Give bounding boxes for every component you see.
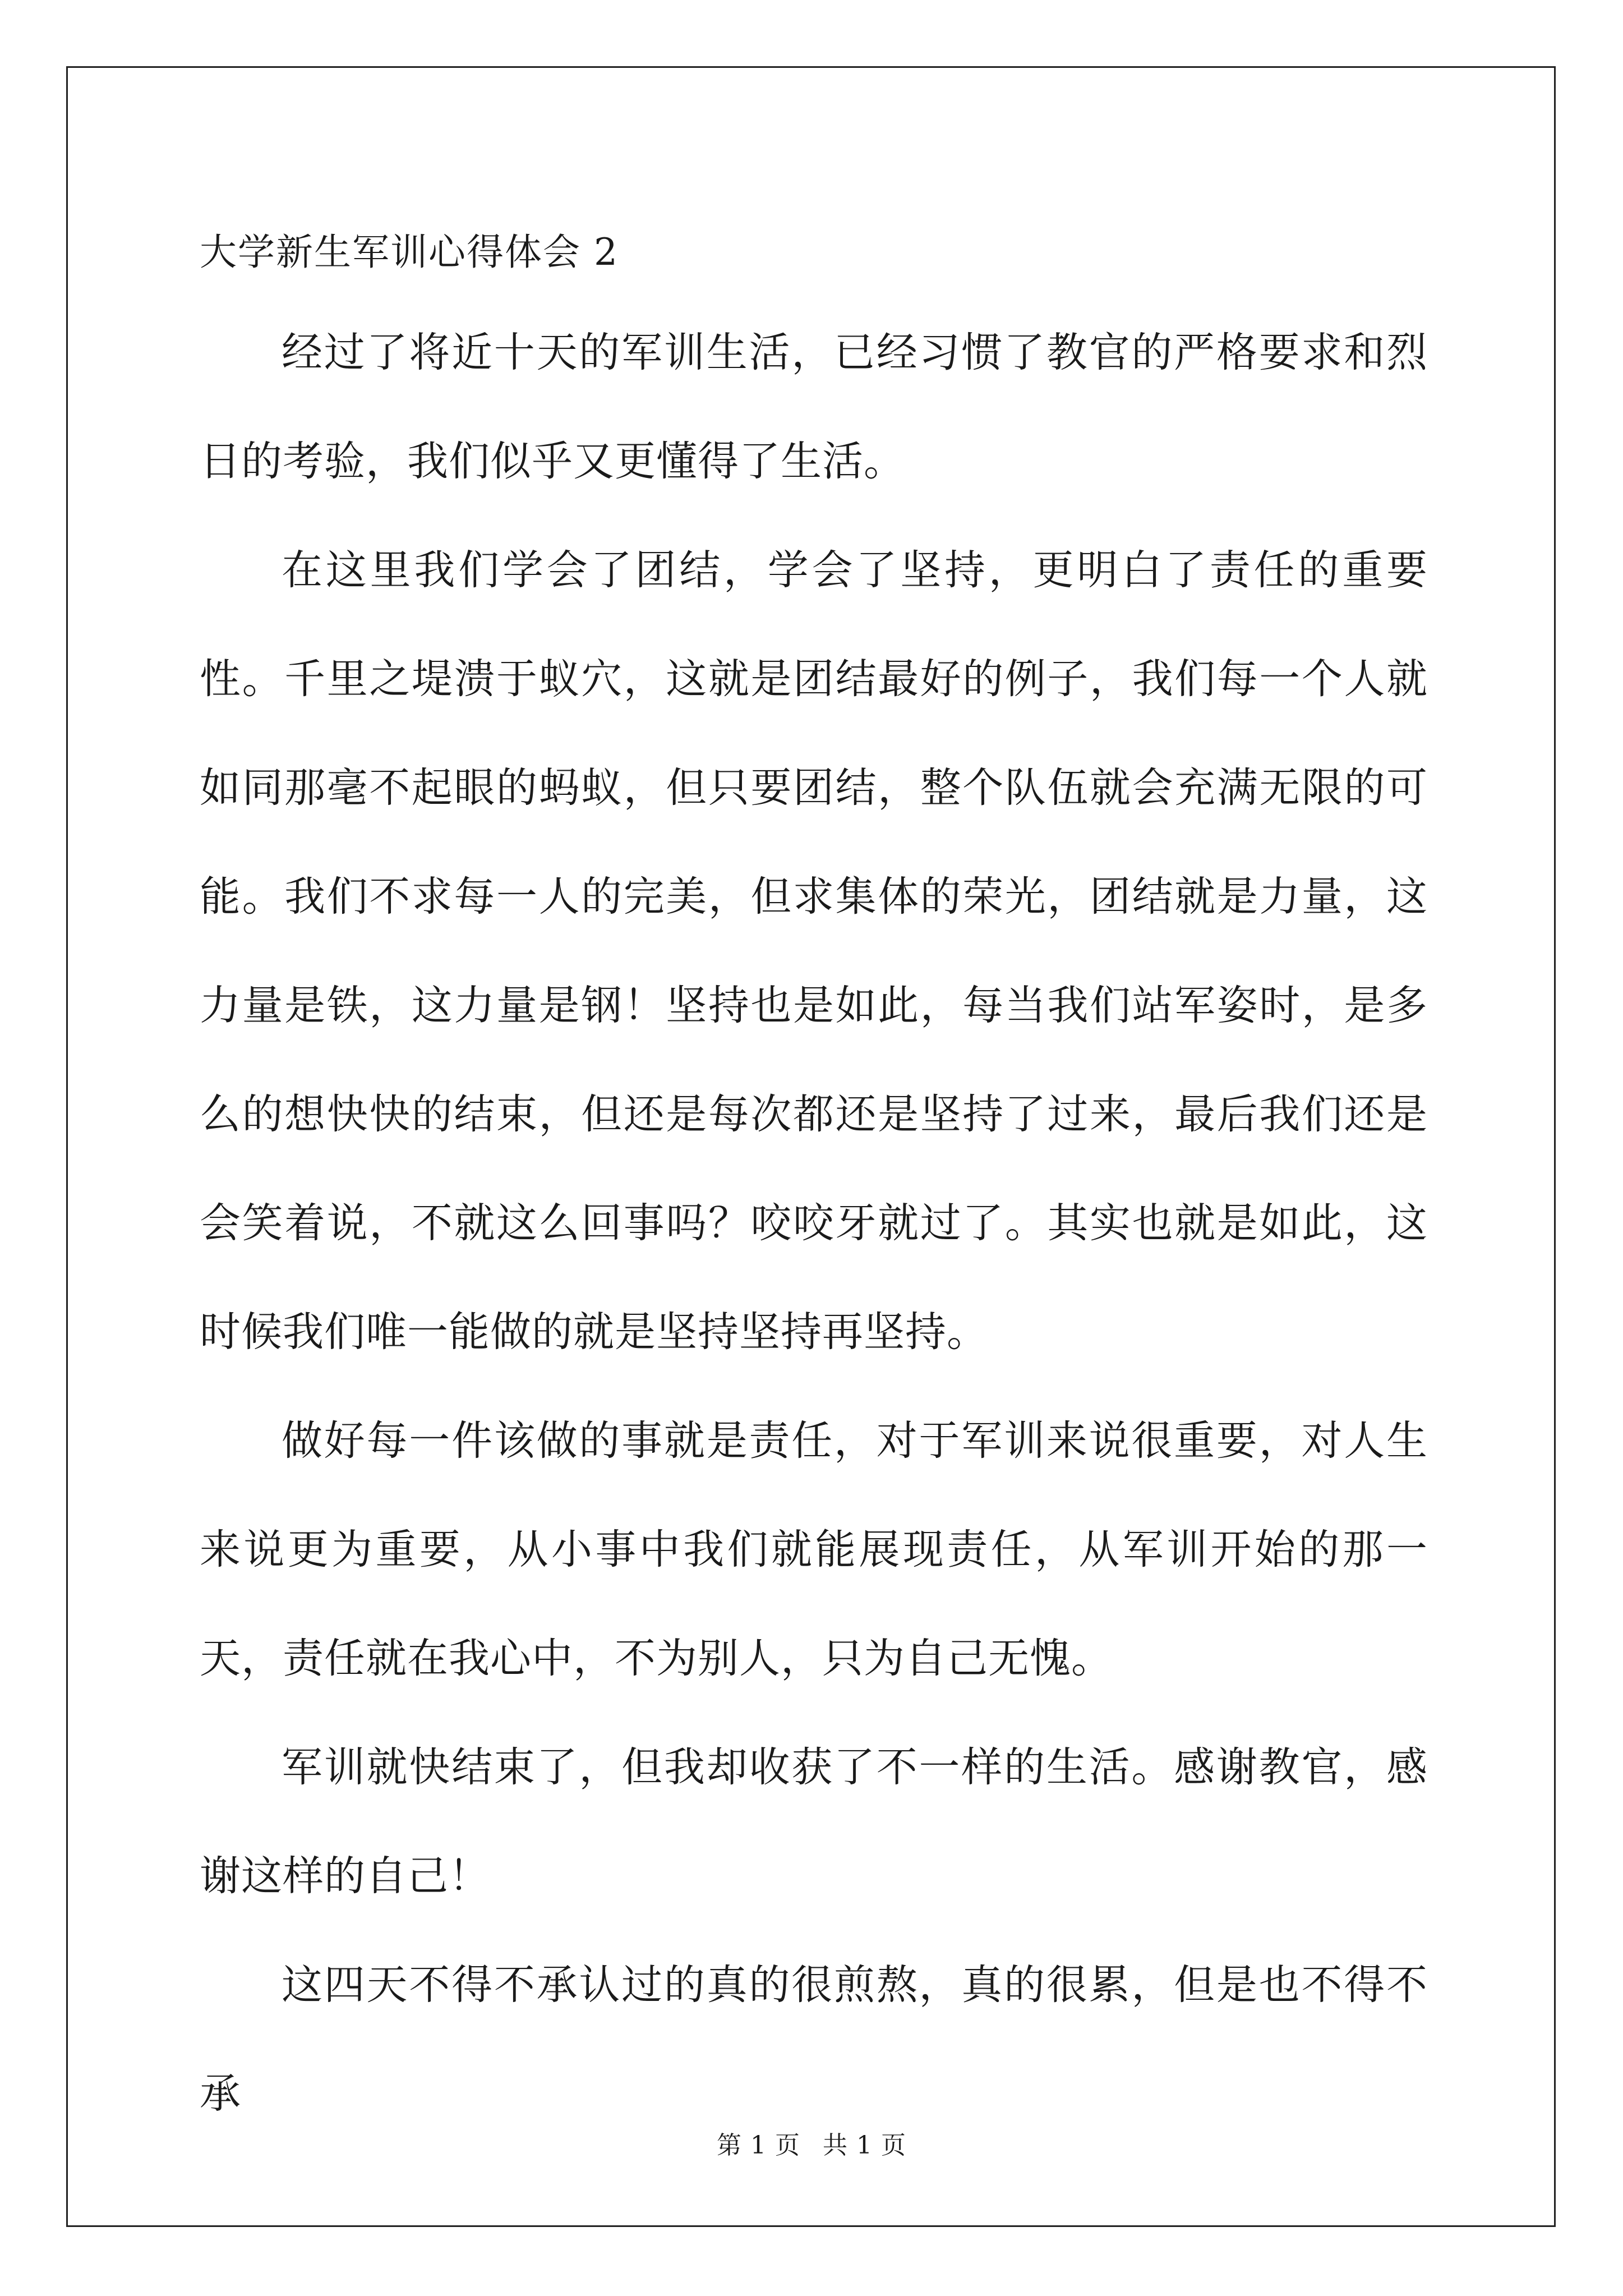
page-number-current: 第 1 页 [717,2131,800,2160]
paragraph-3: 做好每一件该做的事就是责任，对于军训来说很重要，对人生来说更为重要，从小事中我们就能展现责任，从军训开始的那一天，责任就在我心中，不为别人，只为自己无愧。 [200,1417,1428,1682]
page-number-total: 共 1 页 [823,2131,906,2160]
paragraph-1: 经过了将近十天的军训生活，已经习惯了教官的严格要求和烈日的考验，我们似乎又更懂得了生活。 [200,329,1428,485]
document-body [200,213,1428,2148]
paragraph-5: 这四天不得不承认过的真的很煎熬，真的很累，但是也不得不承 [200,1961,1428,2118]
paragraph-2: 在这里我们学会了团结，学会了坚持，更明白了责任的重要性。千里之堤溃于蚁穴，这就是团结最好的例子，我们每一个人就如同那毫不起眼的蚂蚁，但只要团结，整个队伍就会充满无限的可能。我们不求每一人的完美，但求集体的荣光，团结就是力量，这力量是铁，这力量是钢！坚持也是如此，每当我们站军姿时，是多么的想快快的结束，但还是每次都还是坚持了过来，最后我们还是会笑着说，不就这么回事吗？咬咬牙就过了。其实也就是如此，这时候我们唯一能做的就是坚持坚持再坚持。 [200,546,1428,1356]
paragraph-4: 军训就快结束了，但我却收获了不一样的生活。感谢教官，感谢这样的自己！ [200,1743,1428,1900]
document-title: 大学新生军训心得体会 2 [200,231,619,274]
page-footer [0,2129,1623,2162]
